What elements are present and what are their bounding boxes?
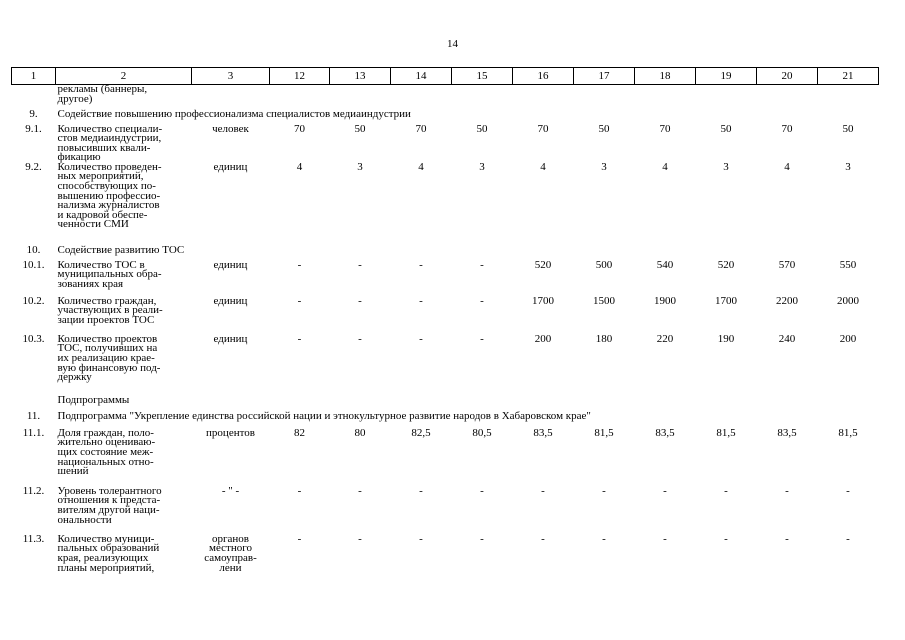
value-cell: - [663, 484, 667, 497]
value-cell: - [602, 532, 606, 545]
indicator-name-line: ных мероприятий, [57, 170, 144, 183]
table-row [12, 85, 879, 109]
value-cell: - [846, 484, 850, 497]
section-title: Подпрограмма "Укрепление единства российской нации и этнокультурное развитие народов в Хабаровском крае" [57, 409, 591, 422]
indicator-name-line: Количество ТОС в [57, 258, 145, 271]
value-cell: 1900 [654, 294, 676, 307]
value-cell: 4 [662, 160, 668, 173]
unit-cell [192, 122, 270, 163]
indicator-name [56, 258, 192, 297]
row-number: 11.2. [22, 484, 45, 497]
value-cell: 550 [839, 258, 857, 271]
row-number: 10.2. [22, 294, 45, 307]
value-cell: - [724, 532, 728, 545]
value-cell: - [846, 532, 850, 545]
unit-cell [192, 532, 270, 585]
value-cell: - [358, 332, 362, 345]
unit-cell-line: лени [219, 561, 242, 574]
value-cell: 200 [839, 332, 857, 345]
section-title: Подпрограммы [57, 393, 130, 406]
section-number: 10. [26, 243, 41, 256]
indicator-name-line: участвующих в реали- [57, 304, 163, 317]
indicator-name-line: рекламы (баннеры, [57, 83, 148, 95]
value-cell: 190 [717, 332, 735, 345]
value-cell: 220 [656, 332, 674, 345]
column-header: 17 [574, 68, 635, 85]
value-cell: 3 [601, 160, 607, 173]
indicator-name-line: планы мероприятий, [57, 561, 155, 574]
indicator-name [56, 294, 192, 335]
value-cell: - [480, 484, 484, 497]
indicator-name-line: другое) [57, 92, 93, 105]
value-cell: 240 [778, 332, 796, 345]
indicator-name-line: стов медиаиндустрии, [57, 132, 162, 145]
indicator-name [56, 426, 192, 487]
value-cell: - [358, 258, 362, 271]
value-cell: - [602, 484, 606, 497]
indicators-table [11, 67, 879, 585]
value-cell: 2200 [776, 294, 798, 307]
value-cell: 70 [781, 122, 793, 135]
column-header: 21 [818, 68, 879, 85]
value-cell: 4 [784, 160, 790, 173]
section-number: 11. [26, 409, 41, 422]
indicator-name-line: края, реализующих [57, 552, 149, 565]
unit-cell [192, 484, 270, 535]
value-cell: 2000 [837, 294, 859, 307]
unit-cell-line: единиц [213, 294, 248, 307]
row-number: 11.1. [22, 426, 45, 439]
empty-cells [192, 85, 879, 109]
indicator-name [56, 332, 192, 395]
value-cell: - [358, 294, 362, 307]
indicator-name-line: ональности [57, 513, 112, 526]
table-row [12, 297, 879, 335]
value-cell: 3 [845, 160, 851, 173]
value-cell: 70 [415, 122, 427, 135]
page-number: 14 [447, 38, 458, 50]
column-header: 16 [513, 68, 574, 85]
column-header: 12 [270, 68, 330, 85]
value-cell: 50 [720, 122, 732, 135]
value-cell: 82 [294, 426, 305, 439]
indicator-name-line: ТОС, получивших на [57, 342, 158, 355]
indicator-name-line: вышению профессио- [57, 189, 161, 202]
value-cell: - [480, 532, 484, 545]
value-cell: 82,5 [411, 426, 431, 439]
unit-cell-line: процентов [206, 426, 255, 439]
header-row [12, 68, 879, 85]
column-header: 14 [391, 68, 452, 85]
indicator-name-line: жительно оцениваю- [57, 436, 156, 449]
value-cell: - [297, 258, 302, 271]
value-cell: 4 [296, 160, 303, 173]
table-row [12, 487, 879, 535]
value-cell: 520 [717, 258, 735, 271]
indicator-name-line: Количество проведен- [57, 160, 162, 173]
value-cell: 520 [534, 258, 552, 271]
indicator-name [56, 160, 192, 245]
row-number: 11.3. [22, 532, 45, 545]
indicator-name-line: национальных отно- [57, 455, 154, 468]
column-header: 18 [635, 68, 696, 85]
value-cell: - [297, 332, 302, 345]
value-cell: - [358, 532, 362, 545]
value-cell: - [419, 532, 423, 545]
value-cell: 180 [595, 332, 613, 345]
section-row [12, 395, 879, 411]
table-row [12, 535, 879, 585]
section-number: 9. [29, 107, 38, 120]
row-number: 10.3. [22, 332, 45, 345]
indicator-name-line: Уровень толерантного [57, 484, 162, 497]
value-cell: - [297, 484, 302, 497]
value-cell: - [358, 484, 362, 497]
value-cell: 80,5 [472, 426, 492, 439]
unit-cell-line: единиц [213, 332, 248, 345]
indicator-name-line: фикацию [57, 151, 101, 164]
value-cell: 3 [479, 160, 485, 173]
indicator-name [56, 484, 192, 535]
indicator-name-line: Доля граждан, поло- [57, 426, 154, 439]
value-cell: - [541, 484, 545, 497]
row-number [12, 85, 56, 109]
unit-cell-line: единиц [213, 160, 248, 173]
indicator-name-line: зованиях края [57, 278, 124, 291]
indicator-name-line: ченности СМИ [57, 218, 129, 231]
column-header: 19 [696, 68, 757, 85]
indicator-name-line: Количество специали- [57, 122, 163, 135]
value-cell: 50 [354, 122, 366, 135]
indicator-name-line: держку [57, 371, 92, 384]
indicator-name-line: вую финансовую под- [57, 361, 161, 374]
value-cell: - [419, 258, 423, 271]
table-body [12, 85, 879, 585]
value-cell: - [297, 294, 302, 307]
indicator-name-line: Количество проектов [57, 332, 158, 345]
value-cell: 50 [842, 122, 854, 135]
value-cell: 50 [598, 122, 610, 135]
value-cell: 500 [595, 258, 613, 271]
value-cell: 3 [723, 160, 729, 173]
unit-cell [192, 258, 270, 297]
unit-cell-line: человек [212, 122, 249, 135]
unit-cell-line: единиц [213, 258, 248, 271]
indicator-name-line: их реализацию крае- [57, 352, 155, 365]
indicator-name-line: шений [57, 465, 89, 478]
indicator-name-line: пальных образований [57, 542, 160, 555]
value-cell: 4 [418, 160, 424, 173]
value-cell: 1500 [593, 294, 615, 307]
row-number: 9.1. [25, 122, 42, 135]
indicator-name-line: нализма журналистов [57, 199, 160, 212]
value-cell: 4 [540, 160, 546, 173]
value-cell: 83,5 [533, 426, 553, 439]
row-number: 9.2. [25, 160, 42, 173]
indicator-name-line: Количество граждан, [57, 294, 157, 307]
section-number [12, 395, 56, 411]
value-cell: - [480, 258, 484, 271]
value-cell: 83,5 [655, 426, 675, 439]
indicator-name-line: щих состояние меж- [57, 446, 154, 459]
value-cell: 200 [534, 332, 552, 345]
unit-cell [192, 426, 270, 487]
value-cell: 70 [537, 122, 549, 135]
unit-cell-line: самоуправ- [204, 552, 257, 565]
column-header: 13 [330, 68, 391, 85]
table-row [12, 125, 879, 163]
column-header: 15 [452, 68, 513, 85]
value-cell: 83,5 [777, 426, 797, 439]
value-cell: - [419, 294, 423, 307]
indicator-name-line: отношения к предста- [57, 494, 161, 507]
value-cell: 50 [476, 122, 488, 135]
value-cell: 80 [354, 426, 366, 439]
column-header: 2 [56, 68, 192, 85]
unit-cell-line: - " - [221, 484, 240, 497]
value-cell: 81,5 [594, 426, 614, 439]
table-row [12, 429, 879, 487]
value-cell: - [419, 332, 423, 345]
indicator-name-line: повысивших квали- [57, 141, 151, 154]
value-cell: - [785, 532, 789, 545]
unit-cell-line: органов [212, 532, 249, 545]
value-cell: - [785, 484, 789, 497]
value-cell: 1700 [532, 294, 554, 307]
value-cell: 1700 [715, 294, 737, 307]
table-row [12, 335, 879, 395]
unit-cell-line: местного [209, 542, 252, 555]
column-header: 1 [12, 68, 56, 85]
value-cell: - [419, 484, 423, 497]
table-row [12, 261, 879, 297]
column-header: 20 [757, 68, 818, 85]
value-cell: 570 [778, 258, 796, 271]
row-number: 10.1. [22, 258, 45, 271]
unit-cell [192, 160, 270, 245]
indicator-name-line: и кадровой обеспе- [57, 208, 148, 221]
value-cell: - [480, 332, 484, 345]
section-title: Содействие повышению профессионализма специалистов медиаиндустрии [57, 107, 411, 120]
value-cell: - [480, 294, 484, 307]
indicator-name-line: зации проектов ТОС [57, 314, 155, 327]
indicator-name-line: вителям другой наци- [57, 504, 160, 517]
value-cell: 81,5 [838, 426, 858, 439]
indicator-name-line: Количество муници- [57, 532, 155, 545]
section-title: Содействие развитию ТОС [57, 243, 185, 256]
indicator-name [56, 532, 192, 585]
column-header: 3 [192, 68, 270, 85]
value-cell: 70 [659, 122, 671, 135]
value-cell: - [541, 532, 545, 545]
value-cell: - [724, 484, 728, 497]
value-cell: 540 [656, 258, 674, 271]
unit-cell [192, 332, 270, 395]
indicator-name [56, 85, 192, 109]
indicator-name [56, 122, 192, 164]
value-cell: - [297, 532, 302, 545]
value-cell: 3 [357, 160, 363, 173]
indicator-name-line: способствующих по- [57, 180, 156, 193]
unit-cell [192, 294, 270, 335]
value-cell: 70 [294, 122, 305, 135]
value-cell: 81,5 [716, 426, 736, 439]
value-cell: - [663, 532, 667, 545]
table-row [12, 163, 879, 245]
indicator-name-line: муниципальных обра- [57, 268, 162, 281]
